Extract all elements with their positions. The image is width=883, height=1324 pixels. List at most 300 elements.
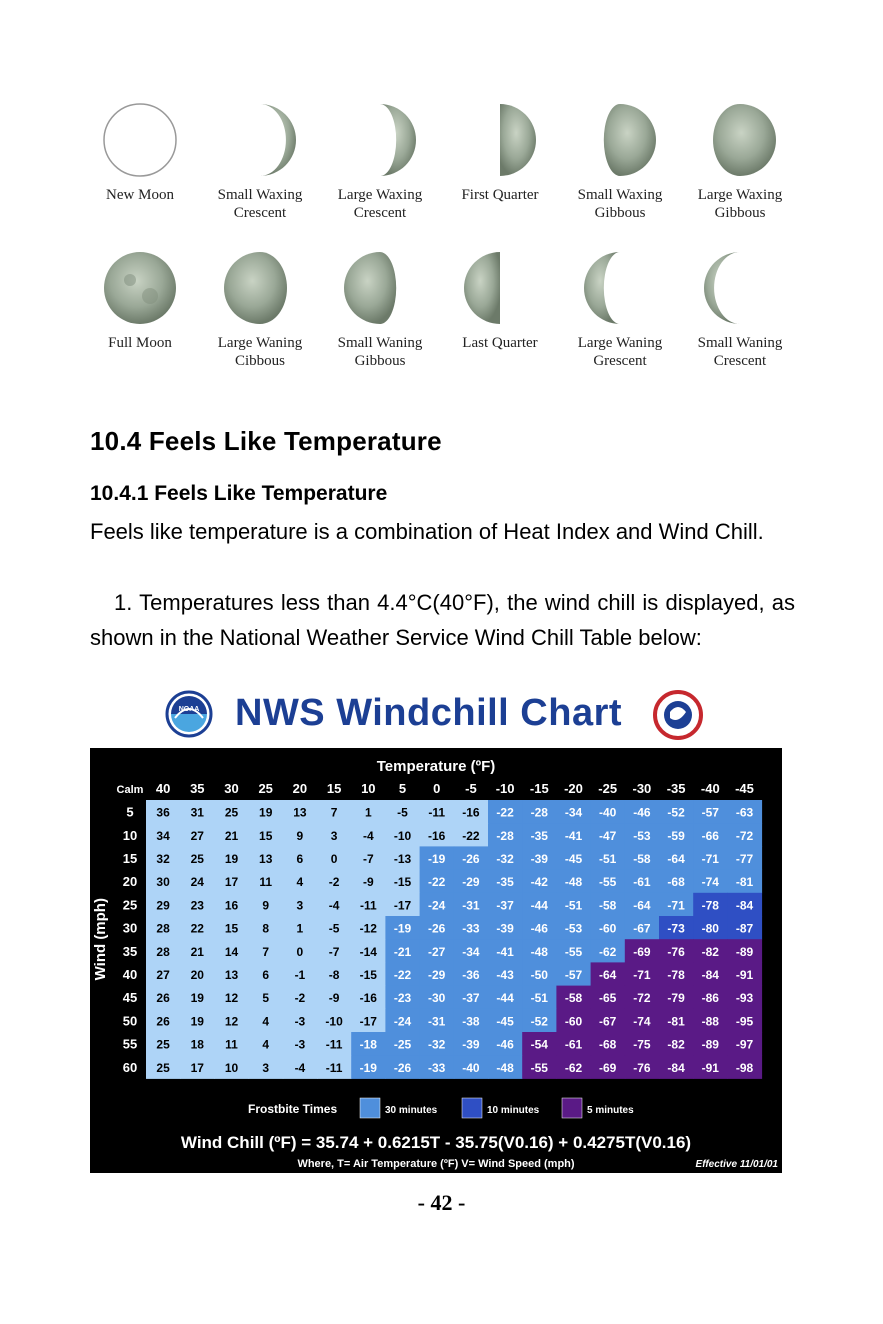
windchill-value: 1 <box>296 921 304 936</box>
windchill-value: -76 <box>667 944 685 959</box>
windchill-value: -42 <box>530 875 548 890</box>
temperature-tick-label: 15 <box>326 781 342 796</box>
moon-phase-label: Small Waxing Gibbous <box>577 187 663 221</box>
windchill-value: -11 <box>325 1037 343 1052</box>
temperature-tick-label: 20 <box>292 781 308 796</box>
windchill-value: -75 <box>633 1037 651 1052</box>
wind-speed-tick-label: 10 <box>122 827 138 843</box>
moon-phase-label: Full Moon <box>108 335 172 351</box>
windchill-value: -59 <box>667 828 685 843</box>
windchill-value: -64 <box>599 968 617 982</box>
windchill-value: 15 <box>259 828 273 843</box>
windchill-value: 7 <box>330 805 338 820</box>
windchill-value: -25 <box>393 1037 412 1052</box>
windchill-value: -39 <box>530 852 548 866</box>
moon-large-waxing-gibbous-icon <box>700 100 780 180</box>
windchill-value: -15 <box>359 968 377 982</box>
windchill-value: -35 <box>496 875 514 890</box>
windchill-value: -31 <box>428 1014 446 1029</box>
windchill-value: -91 <box>701 1060 719 1075</box>
windchill-value: -19 <box>359 1060 377 1075</box>
windchill-value: -9 <box>362 875 374 890</box>
windchill-value: -86 <box>701 991 719 1006</box>
windchill-value: -51 <box>599 852 617 866</box>
windchill-value: -58 <box>599 898 617 913</box>
windchill-value: 18 <box>190 1037 204 1052</box>
windchill-value: -37 <box>496 898 514 913</box>
temperature-tick-label: -10 <box>495 781 515 796</box>
moon-large-waning-crescent-icon <box>580 248 660 328</box>
legend-label: 5 minutes <box>587 1105 634 1116</box>
moon-phase-label: Last Quarter <box>462 335 538 351</box>
nws-chart-header <box>165 690 705 746</box>
windchill-value: 22 <box>190 921 204 936</box>
windchill-value: -73 <box>667 921 685 936</box>
moon-phase-item <box>80 248 200 358</box>
windchill-value: -64 <box>633 898 651 913</box>
windchill-value: -64 <box>667 852 685 866</box>
temperature-tick-label: -5 <box>465 781 477 796</box>
windchill-value: -41 <box>564 828 583 843</box>
moon-small-waning-gibbous-icon <box>340 248 420 328</box>
windchill-value: 11 <box>225 1037 238 1052</box>
windchill-value: -41 <box>496 944 514 959</box>
windchill-value: 25 <box>190 852 204 866</box>
windchill-value: -71 <box>667 898 685 913</box>
windchill-value: 27 <box>156 968 170 982</box>
windchill-value: 10 <box>224 1060 239 1075</box>
temperature-tick-label: 25 <box>258 781 273 796</box>
windchill-paragraph: 1. Temperatures less than 4.4°C(40°F), the wind chill is displayed, as shown in the National Weather Service Wind Chill Table below: <box>90 590 795 650</box>
windchill-value: -44 <box>530 898 548 913</box>
windchill-value: -21 <box>393 944 412 959</box>
legend-label: 30 minutes <box>385 1105 438 1116</box>
windchill-value: 27 <box>190 828 204 843</box>
windchill-value: 23 <box>190 898 204 913</box>
windchill-value: 15 <box>224 921 239 936</box>
windchill-value: -45 <box>564 852 583 866</box>
chart-title: NWS Windchill Chart <box>235 692 623 734</box>
windchill-value: 25 <box>156 1060 170 1075</box>
moon-large-waning-gibbous-icon <box>220 248 300 328</box>
moon-phase-label: Large Waning Cibbous <box>217 335 303 369</box>
windchill-value: -50 <box>530 968 548 982</box>
windchill-value: -22 <box>496 805 514 820</box>
windchill-value: -68 <box>599 1037 617 1052</box>
windchill-value: -28 <box>530 805 548 820</box>
windchill-value: -55 <box>530 1060 548 1075</box>
windchill-value: -66 <box>701 828 719 843</box>
windchill-value: -32 <box>496 852 514 866</box>
temperature-tick-label: 35 <box>190 781 205 796</box>
legend-label: 10 minutes <box>487 1105 540 1116</box>
windchill-value: -35 <box>530 828 548 843</box>
windchill-value: -22 <box>393 968 412 982</box>
windchill-value: -53 <box>564 921 583 936</box>
windchill-value: -37 <box>462 991 480 1006</box>
page-number: - 42 - <box>417 1190 466 1215</box>
windchill-value: -29 <box>462 875 480 890</box>
windchill-value: 20 <box>190 968 204 982</box>
moon-small-waxing-gibbous-icon <box>580 100 660 180</box>
windchill-value: 25 <box>156 1037 170 1052</box>
windchill-value: 25 <box>224 805 239 820</box>
moon-phase-label: Large Waxing Crescent <box>337 187 423 221</box>
windchill-value: -61 <box>564 1037 583 1052</box>
windchill-value: -31 <box>462 898 480 913</box>
windchill-value: -67 <box>633 921 651 936</box>
windchill-value: -74 <box>633 1014 651 1029</box>
windchill-value: -34 <box>462 944 480 959</box>
moon-phase-item <box>200 248 320 369</box>
legend-swatch <box>562 1098 582 1118</box>
windchill-value: 34 <box>156 828 170 843</box>
wind-speed-tick-label: 25 <box>122 897 138 913</box>
noaa-logo-text: NOAA <box>178 706 200 713</box>
noaa-logo-icon <box>165 690 213 738</box>
moon-new-icon <box>100 100 180 180</box>
windchill-value: 16 <box>224 898 239 913</box>
temperature-tick-label: -15 <box>529 781 549 796</box>
windchill-value: 13 <box>259 852 273 866</box>
windchill-value: -52 <box>667 805 685 820</box>
windchill-value: -7 <box>362 852 374 866</box>
windchill-value: -65 <box>599 991 617 1006</box>
legend-title: Frostbite Times <box>248 1102 338 1116</box>
legend-swatch <box>360 1098 380 1118</box>
windchill-value: -11 <box>359 898 377 913</box>
windchill-value: -3 <box>294 1014 306 1029</box>
windchill-value: -33 <box>462 921 480 936</box>
windchill-value: -18 <box>359 1037 377 1052</box>
windchill-value: -28 <box>496 828 514 843</box>
windchill-value: -46 <box>633 805 651 820</box>
windchill-value: 3 <box>262 1060 270 1075</box>
windchill-value: -36 <box>462 968 480 982</box>
windchill-value: 17 <box>190 1060 204 1075</box>
moon-phase-item <box>80 100 200 210</box>
windchill-value: 26 <box>156 991 170 1006</box>
windchill-value: 30 <box>156 875 170 890</box>
moon-phase-item <box>680 248 800 369</box>
moon-phase-item <box>200 100 320 221</box>
windchill-value: 4 <box>262 1014 270 1029</box>
windchill-value: -72 <box>633 991 651 1006</box>
wind-speed-tick-label: 15 <box>122 851 138 866</box>
windchill-value: -69 <box>599 1060 617 1075</box>
windchill-value: -58 <box>633 852 651 866</box>
windchill-value: -11 <box>325 1060 343 1075</box>
wind-speed-tick-label: 50 <box>122 1013 138 1029</box>
windchill-value: -51 <box>564 898 583 913</box>
windchill-value: -91 <box>735 968 754 982</box>
windchill-value: 21 <box>190 944 204 959</box>
windchill-value: -29 <box>428 968 446 982</box>
windchill-value: -95 <box>735 1014 754 1029</box>
windchill-value: 26 <box>156 1014 170 1029</box>
windchill-value: -2 <box>294 991 306 1006</box>
subsection-title: 10.4.1 Feels Like Temperature <box>90 482 388 505</box>
windchill-value: 19 <box>259 805 273 820</box>
moon-phase-label: Small Waning Crescent <box>697 335 783 369</box>
windchill-value: 19 <box>190 1014 204 1029</box>
windchill-value: -4 <box>362 828 374 843</box>
windchill-value: -71 <box>633 968 651 982</box>
windchill-value: -30 <box>428 991 446 1006</box>
moon-phase-label: Small Waxing Crescent <box>217 187 303 221</box>
windchill-value: -17 <box>359 1014 377 1029</box>
windchill-value: -26 <box>393 1060 412 1075</box>
windchill-value: 32 <box>156 852 170 866</box>
windchill-value: -9 <box>328 991 340 1006</box>
windchill-value: -47 <box>599 828 617 843</box>
windchill-value: -60 <box>599 921 617 936</box>
windchill-value: -13 <box>393 852 412 866</box>
temperature-tick-label: -25 <box>598 781 618 796</box>
moon-large-waxing-crescent-icon <box>340 100 420 180</box>
windchill-value: 24 <box>190 875 204 890</box>
wind-speed-tick-label: 30 <box>122 920 138 936</box>
windchill-value: -84 <box>667 1060 685 1075</box>
windchill-value: 14 <box>224 944 239 959</box>
wind-axis-title: Wind (mph) <box>92 898 109 981</box>
moon-phase-label: First Quarter <box>461 187 539 203</box>
windchill-value: -7 <box>328 944 340 959</box>
windchill-value: -33 <box>428 1060 446 1075</box>
windchill-value: -3 <box>294 1037 306 1052</box>
windchill-value: -46 <box>530 921 548 936</box>
windchill-value: -19 <box>393 921 412 936</box>
temperature-tick-label: -35 <box>666 781 686 796</box>
windchill-value: -62 <box>599 944 617 959</box>
windchill-value: 9 <box>296 828 304 843</box>
windchill-value: -32 <box>428 1037 446 1052</box>
moon-phase-item <box>320 100 440 221</box>
windchill-value: -16 <box>359 991 377 1006</box>
windchill-value: -19 <box>428 852 446 866</box>
windchill-value: -22 <box>462 828 480 843</box>
windchill-value: -39 <box>462 1037 480 1052</box>
windchill-value: -15 <box>393 875 412 890</box>
windchill-value: -60 <box>564 1014 583 1029</box>
temperature-tick-label: -30 <box>632 781 652 796</box>
windchill-value: -81 <box>667 1014 685 1029</box>
windchill-value: -53 <box>633 828 651 843</box>
windchill-value: 8 <box>262 921 270 936</box>
windchill-value: 19 <box>190 991 204 1006</box>
windchill-value: -89 <box>701 1037 719 1052</box>
windchill-value: 17 <box>224 875 239 890</box>
temperature-tick-label: 10 <box>361 781 376 796</box>
windchill-value: -17 <box>393 898 412 913</box>
windchill-value: -57 <box>701 805 719 820</box>
temperature-tick-label: 5 <box>398 781 407 796</box>
wind-speed-tick-label: 55 <box>122 1036 138 1052</box>
windchill-value: -88 <box>701 1014 719 1029</box>
windchill-value: -27 <box>428 944 446 959</box>
windchill-value: -97 <box>735 1037 754 1052</box>
windchill-value: -14 <box>359 944 377 959</box>
windchill-value: -74 <box>701 875 719 890</box>
windchill-value: 13 <box>293 805 307 820</box>
moon-phase-label: Small Waning Gibbous <box>337 335 423 369</box>
windchill-value: -12 <box>359 921 377 936</box>
windchill-value: -48 <box>530 944 548 959</box>
windchill-value: -5 <box>397 805 408 820</box>
windchill-value: -10 <box>393 828 412 843</box>
windchill-value: -57 <box>564 968 583 982</box>
moon-last-quarter-icon <box>460 248 540 328</box>
wind-speed-tick-label: 5 <box>126 804 134 820</box>
windchill-value: -34 <box>564 805 583 820</box>
windchill-value: -79 <box>667 991 685 1006</box>
wind-speed-tick-label: 45 <box>122 990 138 1006</box>
formula-legend: Where, T= Air Temperature (ºF) V= Wind Speed (mph) <box>297 1158 575 1170</box>
windchill-value: 31 <box>190 805 204 820</box>
moon-phase-label: Large Waxing Gibbous <box>697 187 783 221</box>
windchill-value: -76 <box>633 1060 651 1075</box>
moon-first-quarter-icon <box>460 100 540 180</box>
windchill-value: -24 <box>428 898 446 913</box>
section-title: 10.4 Feels Like Temperature <box>90 426 442 456</box>
windchill-value: -67 <box>599 1014 617 1029</box>
windchill-value: -43 <box>496 968 514 982</box>
windchill-value: -11 <box>428 805 446 820</box>
windchill-value: -22 <box>428 875 446 890</box>
windchill-chart-svg <box>90 748 782 1173</box>
temperature-tick-label: -40 <box>700 781 720 796</box>
windchill-value: -93 <box>735 991 754 1006</box>
calm-label: Calm <box>116 784 144 796</box>
windchill-value: 7 <box>262 944 270 959</box>
moon-phase-item <box>560 100 680 221</box>
windchill-value: -55 <box>599 875 617 890</box>
wind-speed-tick-label: 60 <box>122 1059 138 1075</box>
windchill-value: 0 <box>330 852 338 866</box>
windchill-value: -84 <box>701 968 719 982</box>
windchill-value: -89 <box>735 944 754 959</box>
windchill-formula: Wind Chill (ºF) = 35.74 + 0.6215T - 35.75(V0.16) + 0.4275T(V0.16) <box>180 1133 692 1152</box>
windchill-value: 5 <box>262 991 270 1006</box>
windchill-value: -8 <box>328 968 340 982</box>
temperature-tick-label: -45 <box>735 781 754 796</box>
windchill-value: -26 <box>462 852 480 866</box>
windchill-value: 12 <box>224 1014 239 1029</box>
windchill-value: -1 <box>294 968 306 982</box>
windchill-value: 0 <box>296 944 304 959</box>
windchill-value: 6 <box>296 852 304 866</box>
windchill-value: -61 <box>633 875 651 890</box>
windchill-chart <box>90 748 782 1173</box>
windchill-value: -46 <box>496 1037 514 1052</box>
moon-phase-grid <box>80 100 800 369</box>
windchill-value: -4 <box>294 1060 306 1075</box>
legend-swatch <box>462 1098 482 1118</box>
temperature-axis-title: Temperature (ºF) <box>376 758 496 775</box>
windchill-value: -2 <box>328 875 340 890</box>
windchill-value: -40 <box>599 805 617 820</box>
windchill-value: -84 <box>735 898 754 913</box>
moon-phase-label: New Moon <box>106 187 174 203</box>
windchill-value: -48 <box>496 1060 514 1075</box>
windchill-value: -77 <box>735 852 754 866</box>
windchill-value: 4 <box>296 875 304 890</box>
windchill-value: -5 <box>328 921 340 936</box>
moon-phase-item <box>560 248 680 369</box>
windchill-value: -54 <box>530 1037 548 1052</box>
windchill-value: 13 <box>224 968 239 982</box>
windchill-value: -82 <box>667 1037 685 1052</box>
windchill-value: -38 <box>462 1014 480 1029</box>
windchill-value: -63 <box>735 805 754 820</box>
windchill-value: -72 <box>735 828 754 843</box>
windchill-value: 3 <box>296 898 304 913</box>
moon-phase-item <box>440 248 560 358</box>
windchill-value: -68 <box>667 875 685 890</box>
windchill-value: -16 <box>462 805 480 820</box>
moon-small-waning-crescent-icon <box>700 248 780 328</box>
windchill-value: 28 <box>156 944 170 959</box>
windchill-value: -52 <box>530 1014 548 1029</box>
moon-phase-item <box>320 248 440 369</box>
temperature-tick-label: 40 <box>155 781 171 796</box>
moon-full-icon <box>100 248 180 328</box>
windchill-value: -48 <box>564 875 583 890</box>
windchill-value: -10 <box>325 1014 343 1029</box>
windchill-value: -51 <box>530 991 548 1006</box>
windchill-value: 6 <box>262 968 270 982</box>
windchill-value: -4 <box>328 898 340 913</box>
windchill-value: -58 <box>564 991 583 1006</box>
windchill-value: -81 <box>735 875 754 890</box>
windchill-value: -16 <box>428 828 446 843</box>
windchill-value: -24 <box>393 1014 412 1029</box>
windchill-value: 3 <box>330 828 338 843</box>
temperature-tick-label: -20 <box>564 781 583 796</box>
moon-phase-item <box>440 100 560 210</box>
intro-paragraph: Feels like temperature is a combination of Heat Index and Wind Chill. <box>90 519 764 544</box>
windchill-value: 4 <box>262 1037 270 1052</box>
windchill-value: 12 <box>224 991 239 1006</box>
moon-phase-item <box>680 100 800 221</box>
wind-speed-tick-label: 35 <box>122 943 138 959</box>
wind-speed-tick-label: 20 <box>122 874 138 890</box>
moon-phase-row <box>80 100 800 221</box>
windchill-value: -71 <box>701 852 719 866</box>
windchill-value: -62 <box>564 1060 583 1075</box>
windchill-value: -69 <box>633 944 651 959</box>
nws-logo-icon <box>653 690 703 740</box>
windchill-value: -82 <box>701 944 719 959</box>
moon-phase-row <box>80 248 800 369</box>
windchill-value: -78 <box>667 968 685 982</box>
windchill-value: -80 <box>701 921 719 936</box>
windchill-value: -39 <box>496 921 514 936</box>
windchill-value: 36 <box>156 805 170 820</box>
windchill-value: -78 <box>701 898 719 913</box>
windchill-value: -55 <box>564 944 583 959</box>
windchill-value: 11 <box>259 875 273 890</box>
windchill-value: -40 <box>462 1060 480 1075</box>
temperature-tick-label: 0 <box>433 781 441 796</box>
moon-small-waxing-crescent-icon <box>220 100 300 180</box>
windchill-value: 19 <box>224 852 239 866</box>
windchill-value: 29 <box>156 898 170 913</box>
windchill-value: 9 <box>262 898 270 913</box>
windchill-value: -45 <box>496 1014 514 1029</box>
windchill-value: -44 <box>496 991 514 1006</box>
windchill-value: -98 <box>735 1060 754 1075</box>
